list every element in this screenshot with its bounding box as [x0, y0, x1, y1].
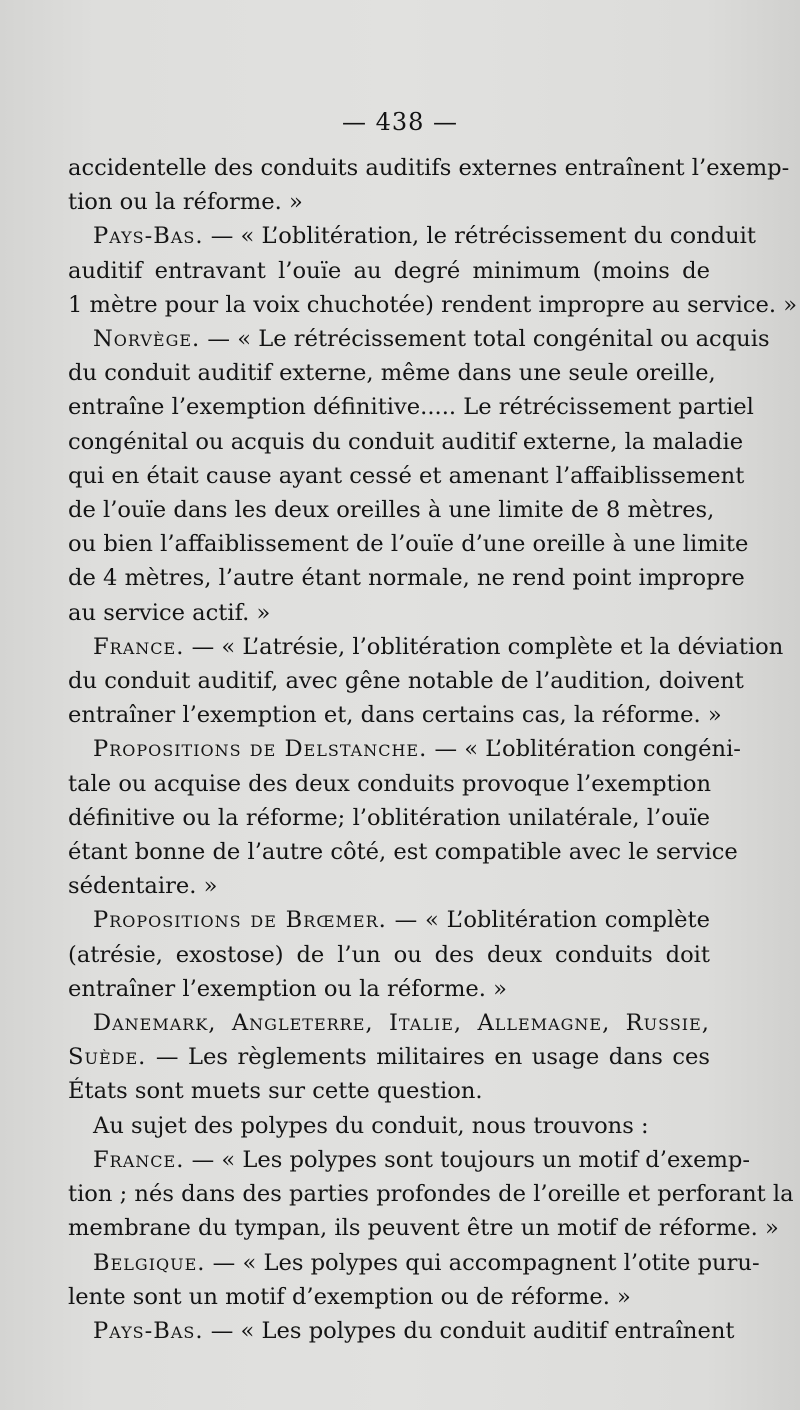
country-name: Belgique.: [93, 1249, 206, 1276]
author-name: Propositions de Delstanche.: [93, 736, 428, 763]
page-number: — 438 —: [341, 108, 459, 136]
text-line: du conduit auditif externe, même dans une seule oreille,: [68, 360, 716, 387]
text-line: entraîne l’exemption définitive..... Le rétrécissement partiel: [68, 394, 754, 421]
country-name: Norvège.: [93, 326, 201, 353]
text-line: entraîner l’exemption ou la réforme. »: [68, 975, 507, 1002]
author-name: Propositions de Brœmer.: [93, 907, 387, 934]
country-paragraph-norvege: [68, 322, 770, 356]
text-segment: — « L’oblitération congéni-: [427, 736, 741, 763]
text-line: de l’ouïe dans les deux oreilles à une limite de 8 mètres,: [68, 497, 715, 524]
text-segment: — « L’oblitération, le rétrécissement du conduit: [203, 223, 756, 250]
text-line: États sont muets sur cette question.: [68, 1078, 483, 1105]
body-text: [68, 151, 798, 1348]
text-line: congénital ou acquis du conduit auditif externe, la maladie: [68, 428, 744, 455]
text-line: entraîner l’exemption et, dans certains cas, la réforme. »: [68, 702, 722, 729]
text-line: au service actif. »: [68, 599, 271, 626]
paragraph-broemer: [68, 903, 710, 937]
country-name: France.: [93, 1146, 185, 1173]
text-line: définitive ou la réforme; l’oblitération unilatérale, l’ouïe: [68, 804, 710, 831]
text-line: tion ou la réforme. »: [68, 189, 303, 216]
text-line: lente sont un motif d’exemption ou de réforme. »: [68, 1283, 631, 1310]
text-segment: — « L’oblitération complète: [386, 907, 710, 934]
country-paragraph-france-polypes: [68, 1143, 750, 1177]
text-line: membrane du tympan, ils peuvent être un motif de réforme. »: [68, 1215, 779, 1242]
text-segment: — « Les polypes sont toujours un motif d’exemp-: [184, 1146, 750, 1173]
text-line: (atrésie, exostose) de l’un ou des deux conduits doit: [68, 941, 710, 968]
text-line: du conduit auditif, avec gêne notable de l’audition, doivent: [68, 668, 744, 695]
country-paragraph-pays-bas: [68, 219, 756, 253]
text-line: tale ou acquise des deux conduits provoque l’exemption: [68, 770, 712, 797]
country-paragraph-belgique: [68, 1246, 760, 1280]
text-line: étant bonne de l’autre côté, est compatible avec le service: [68, 839, 738, 866]
text-line: sédentaire. »: [68, 873, 218, 900]
text-line: ou bien l’affaiblissement de l’ouïe d’une oreille à une limite: [68, 531, 749, 558]
text-segment: — « L’atrésie, l’oblitération complète et la déviation: [184, 633, 784, 660]
text-segment: — Les règlements militaires en usage dans ces: [146, 1044, 710, 1071]
country-name: Pays-Bas.: [93, 1317, 204, 1344]
text-line: tion ; nés dans des parties profondes de l’oreille et perforant la: [68, 1181, 794, 1208]
country-list: Danemark, Angleterre, Italie, Allemagne, Russie,: [93, 1010, 710, 1037]
text-segment: — « Les polypes qui accompagnent l’otite puru-: [205, 1249, 760, 1276]
country-name: France.: [93, 633, 185, 660]
text-line: auditif entravant l’ouïe au degré minimum (moins de: [68, 257, 710, 284]
country-paragraph-pays-bas-polypes: [68, 1314, 735, 1348]
text-line: 1 mètre pour la voix chuchotée) rendent impropre au service. »: [68, 291, 798, 318]
text-segment: — « Les polypes du conduit auditif entraînent: [203, 1317, 735, 1344]
text-line: accidentelle des conduits auditifs externes entraînent l’exemp-: [68, 155, 790, 181]
paragraph-delstanche: [68, 732, 741, 766]
text-line: qui en était cause ayant cessé et amenant l’affaiblissement: [68, 462, 745, 489]
country-paragraph-france: [68, 630, 784, 664]
text-segment: — « Le rétrécissement total congénital ou acquis: [200, 326, 770, 353]
country-name: Suède.: [68, 1044, 147, 1071]
text-line: [68, 1040, 710, 1074]
text-line: de 4 mètres, l’autre étant normale, ne rend point impropre: [68, 565, 745, 592]
text-line: Au sujet des polypes du conduit, nous trouvons :: [93, 1112, 649, 1139]
country-name: Pays-Bas.: [93, 223, 204, 250]
